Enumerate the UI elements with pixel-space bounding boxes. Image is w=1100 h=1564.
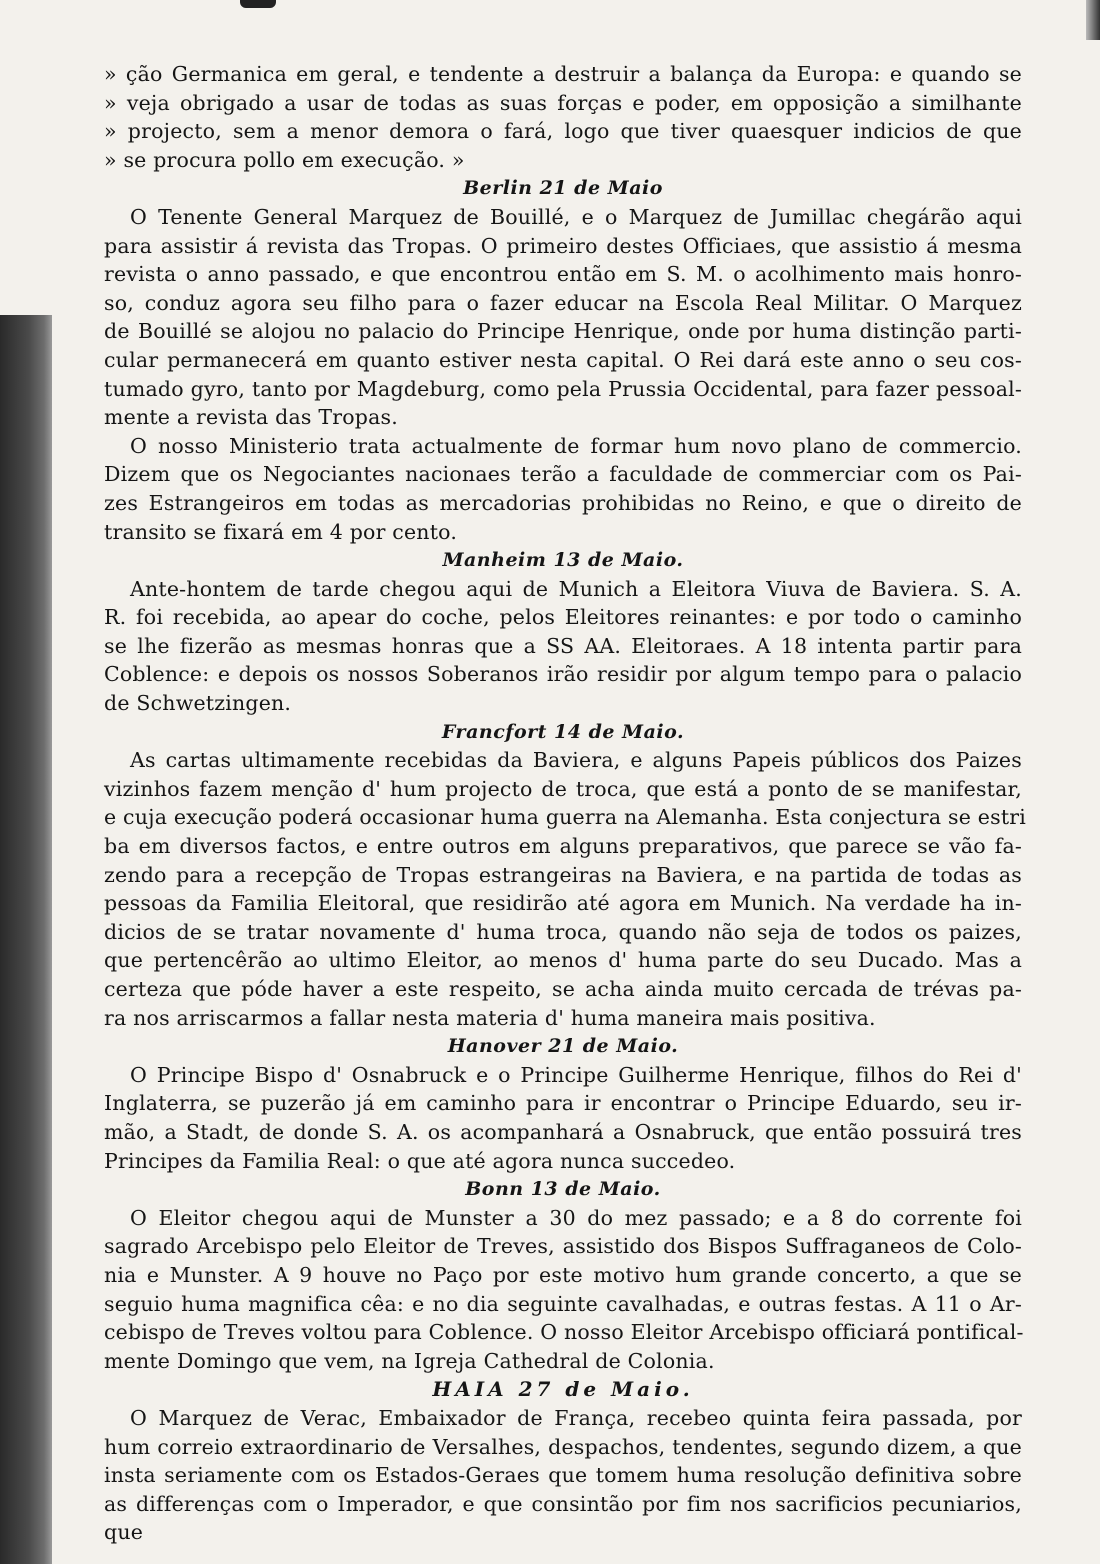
- text-line: cebispo de Treves voltou para Coblence. O nosso Eleitor Arcebispo officiará pontifical-: [104, 1320, 1024, 1345]
- text-line: se lhe fizerão as mesmas honras que a SS AA. Eleitoraes. A 18 intenta partir para: [104, 633, 1022, 658]
- article-paragraph: [104, 1061, 1022, 1175]
- text-line: transito se fixará em 4 por cento.: [104, 519, 458, 544]
- text-line: Principes da Familia Real: o que até agora nunca succedeo.: [104, 1148, 736, 1173]
- text-line: mente Domingo que vem, na Igreja Cathedral de Colonia.: [104, 1348, 715, 1373]
- newspaper-page: [104, 60, 1027, 1547]
- text-line: O Tenente General Marquez de Bouillé, e o Marquez de Jumillac chegárão aqui: [130, 204, 1022, 229]
- text-line: ba em diversos factos, e entre outros em alguns preparativos, que parece se vão fa-: [104, 834, 1022, 859]
- text-line: Ante-hontem de tarde chegou aqui de Munich a Eleitora Viuva de Baviera. S. A.: [130, 576, 1022, 601]
- dateline-heading: Manheim 13 de Maio.: [442, 549, 684, 572]
- text-line: revista o anno passado, e que encontrou então em S. M. o acolhimento mais honro-: [104, 262, 1022, 287]
- text-line: pessoas da Familia Eleitoral, que residirão até agora em Munich. Na verdade ha in-: [104, 891, 1022, 916]
- article-paragraph: [104, 746, 1027, 1032]
- text-line: Coblence: e depois os nossos Soberanos irão residir por algum tempo para o palacio: [104, 662, 1022, 687]
- text-line: » ção Germanica em geral, e tendente a destruir a balança da Europa: e quando se: [104, 62, 1022, 86]
- text-line: mente a revista das Tropas.: [104, 405, 398, 430]
- text-line: que pertencêrão ao ultimo Eleitor, ao menos d' huma parte do seu Ducado. Mas a: [104, 948, 1022, 973]
- page-corner-shadow: [1086, 0, 1100, 40]
- text-line: hum correio extraordinario de Versalhes, despachos, tendentes, segundo dizem, a que: [104, 1434, 1022, 1459]
- dateline-heading: Hanover 21 de Maio.: [447, 1035, 679, 1058]
- text-line: O Eleitor chegou aqui de Munster a 30 do mez passado; e a 8 do corrente foi: [130, 1205, 1022, 1230]
- text-line: as differenças com o Imperador, e que consintão por fim nos sacrificios pecuniarios,: [104, 1491, 1022, 1516]
- text-line: cular permanecerá em quanto estiver nesta capital. O Rei dará este anno o seu cos-: [104, 347, 1022, 372]
- dateline-heading: Bonn 13 de Maio.: [465, 1178, 661, 1201]
- text-line: Dizem que os Negociantes nacionaes terão a faculdade de commerciar com os Pai-: [104, 462, 1022, 487]
- text-line: R. foi recebida, ao apear do coche, pelos Eleitores reinantes: e por todo o caminho: [104, 605, 1022, 630]
- dateline-heading: Berlin 21 de Maio: [463, 177, 663, 200]
- article-paragraph: [104, 1404, 1022, 1547]
- scan-mark: [240, 0, 276, 8]
- text-line: so, conduz agora seu filho para o fazer educar na Escola Real Militar. O Marquez: [104, 290, 1022, 315]
- article-paragraph: [104, 203, 1022, 432]
- text-line: certeza que póde haver a este respeito, se acha ainda muito cercada de trévas pa-: [104, 977, 1022, 1001]
- text-line: zes Estrangeiros em todas as mercadorias prohibidas no Reino, e que o direito de: [104, 490, 1022, 515]
- article-paragraph: [104, 1204, 1022, 1376]
- text-line: » se procura pollo em execução. »: [104, 147, 465, 172]
- article-paragraph: [104, 60, 1022, 174]
- text-line: insta seriamente com os Estados-Geraes que tomem huma resolução definitiva sobre: [104, 1463, 1022, 1488]
- dateline-heading: HAIA 27 de Maio.: [432, 1377, 694, 1402]
- text-line: O Marquez de Verac, Embaixador de França, recebeo quinta feira passada, por: [130, 1405, 1022, 1430]
- text-line: tumado gyro, tanto por Magdeburg, como pela Prussia Occidental, para fazer pessoal-: [104, 376, 1022, 401]
- text-line: zendo para a recepção de Tropas estrangeiras na Baviera, e na partida de todas as: [104, 862, 1022, 887]
- article-paragraph: [104, 432, 1022, 546]
- text-line: para assistir á revista das Tropas. O primeiro destes Officiaes, que assistio á mesma: [104, 233, 1022, 258]
- page-edge-shadow: [0, 315, 52, 1564]
- article-paragraph: [104, 575, 1022, 718]
- text-line: dicios de se tratar novamente d' huma troca, quando não seja de todos os paizes,: [104, 919, 1022, 944]
- text-line: Inglaterra, se puzerão já em caminho para ir encontrar o Principe Eduardo, seu ir-: [104, 1091, 1022, 1116]
- text-line: As cartas ultimamente recebidas da Baviera, e alguns Papeis públicos dos Paizes: [130, 748, 1022, 773]
- text-line: O Principe Bispo d' Osnabruck e o Principe Guilherme Henrique, filhos do Rei d': [130, 1062, 1022, 1087]
- text-line: » veja obrigado a usar de todas as suas forças e poder, em opposição a similhante: [104, 90, 1022, 115]
- text-line: nia e Munster. A 9 houve no Paço por este motivo hum grande concerto, a que se: [104, 1262, 1022, 1287]
- text-line: que: [104, 1520, 144, 1545]
- text-line: de Schwetzingen.: [104, 691, 292, 716]
- text-line: seguio huma magnifica cêa: e no dia seguinte cavalhadas, e outras festas. A 11 o Ar-: [104, 1291, 1022, 1316]
- text-line: ra nos arriscarmos a fallar nesta materia d' huma maneira mais positiva.: [104, 1005, 876, 1030]
- text-line: vizinhos fazem menção d' hum projecto de troca, que está a ponto de se manifestar,: [104, 776, 1022, 801]
- text-line: e cuja execução poderá occasionar huma guerra na Alemanha. Esta conjectura se estri: [104, 805, 1027, 830]
- text-line: sagrado Arcebispo pelo Eleitor de Treves, assistido dos Bispos Suffraganeos de Colo-: [104, 1234, 1022, 1259]
- text-line: mão, a Stadt, de donde S. A. os acompanhará a Osnabruck, que então possuirá tres: [104, 1119, 1022, 1144]
- text-line: de Bouillé se alojou no palacio do Principe Henrique, onde por huma distinção parti-: [104, 319, 1022, 344]
- text-line: » projecto, sem a menor demora o fará, logo que tiver quaesquer indicios de que: [104, 119, 1022, 144]
- text-line: O nosso Ministerio trata actualmente de formar hum novo plano de commercio.: [130, 433, 1022, 458]
- dateline-heading: Francfort 14 de Maio.: [441, 720, 685, 743]
